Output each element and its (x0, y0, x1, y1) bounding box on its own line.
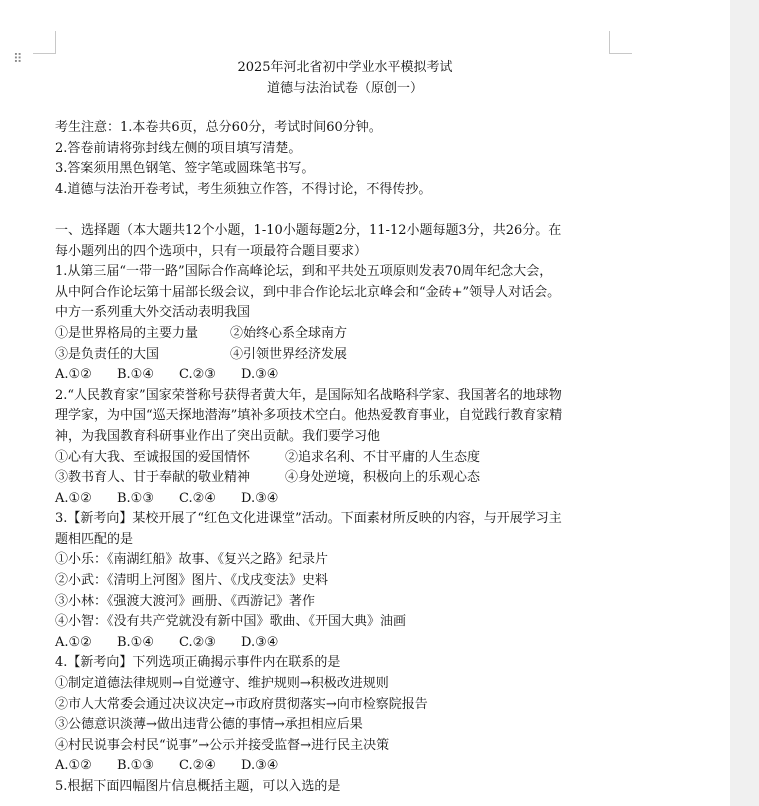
notice-line: 3.答案须用黑色钢笔、签字笔或圆珠笔书写。 (55, 161, 315, 177)
choice-c: C.②③ (179, 634, 216, 650)
choice-b: B.①④ (117, 367, 154, 383)
q1-item: ①是世界格局的主要力量 (55, 325, 199, 341)
q1-stem: 中方一系列重大外交活动表明我国 (55, 305, 251, 321)
q1-stem: 从中阿合作论坛第十届部长级会议，到中非合作论坛北京峰会和“金砖+”领导人对话会。 (55, 284, 561, 300)
q1-items-row (55, 324, 615, 345)
notice-line: 考生注意：1.本卷共6页，总分60分，考试时间60分钟。 (55, 120, 382, 135)
q4-stem: 4.【新考向】下列选项正确揭示事件内在联系的是 (55, 655, 341, 671)
q2-stem: 2.“人民教育家”国家荣誉称号获得者黄大年，是国际知名战略科学家、我国著名的地球物 (55, 387, 562, 403)
q1-choices (55, 365, 615, 386)
page-margin-corner-top-left (33, 31, 56, 54)
exam-title: 2025年河北省初中学业水平模拟考试 (237, 60, 453, 75)
q4-choices (55, 756, 615, 777)
notice-line: 2.答卷前请将弥封线左侧的项目填写清楚。 (55, 140, 302, 156)
q2-item: ①心有大我、至诚报国的爱国情怀 (55, 449, 251, 465)
q2-item: ②追求名利、不甘平庸的人生态度 (285, 449, 481, 465)
q3-item: ①小乐：《南湖红船》故事、《复兴之路》纪录片 (55, 552, 329, 568)
choice-d: D.③④ (241, 758, 279, 774)
exam-subtitle: 道德与法治试卷（原创一） (266, 81, 423, 96)
choice-b: B.①③ (117, 490, 154, 506)
q3-item: ②小武：《清明上河图》图片、《戊戌变法》史料 (55, 573, 329, 589)
q3-item: ④小智：《没有共产党就没有新中国》歌曲、《开国大典》油画 (55, 614, 407, 630)
q3-item: ③小林：《强渡大渡河》画册、《西游记》著作 (55, 593, 316, 609)
q4-item: ①制定道德法律规则→自觉遵守、维护规则→积极改进规则 (55, 676, 389, 692)
q2-choices (55, 489, 615, 510)
choice-a: A.①② (55, 634, 92, 650)
choice-b: B.①③ (117, 758, 154, 774)
section-heading: 每小题列出的四个选项中，只有一项最符合题目要求） (55, 243, 368, 259)
choice-c: C.②④ (179, 758, 216, 774)
q1-item: ④引领世界经济发展 (230, 346, 348, 362)
choice-d: D.③④ (241, 367, 279, 383)
q1-item: ③是负责任的大国 (55, 346, 160, 362)
choice-c: C.②④ (179, 490, 216, 506)
vertical-scrollbar[interactable] (730, 0, 759, 806)
q1-item: ②始终心系全球南方 (230, 325, 348, 341)
q2-items-row (55, 448, 615, 469)
choice-d: D.③④ (241, 490, 279, 506)
section-heading: 一、选择题（本大题共12个小题，1-10小题每题2分，11-12小题每题3分，共26分。在 (55, 222, 562, 238)
q1-stem: 1.从第三届“一带一路”国际合作高峰论坛，到和平共处五项原则发表70周年纪念大会， (55, 264, 553, 280)
q4-item: ④村民说事会村民“说事”→公示并接受监督→进行民主决策 (55, 737, 390, 753)
choice-b: B.①④ (117, 634, 154, 650)
choice-c: C.②③ (179, 367, 216, 383)
choice-a: A.①② (55, 367, 92, 383)
choice-d: D.③④ (241, 634, 279, 650)
notice-line: 4.道德与法治开卷考试，考生须独立作答，不得讨论，不得传抄。 (55, 181, 432, 197)
choice-a: A.①② (55, 490, 92, 506)
q3-stem: 题相匹配的是 (55, 531, 134, 547)
drag-handle-icon[interactable]: ⠿ (13, 52, 22, 67)
q2-items-row (55, 468, 615, 489)
q2-stem: 理学家，为中国“巡天探地潜海”填补多项技术空白。他热爱教育事业，自觉践行教育家精 (55, 408, 563, 424)
q2-stem: 神，为我国教育科研事业作出了突出贡献。我们要学习他 (55, 428, 381, 444)
document-body (55, 118, 615, 798)
q4-item: ②市人大常委会通过决议决定→市政府贯彻落实→向市检察院报告 (55, 696, 428, 712)
q2-item: ③教书育人、甘于奉献的敬业精神 (55, 470, 251, 486)
q3-choices (55, 633, 615, 654)
q3-stem: 3.【新考向】某校开展了“红色文化进课堂”活动。下面素材所反映的内容，与开展学习主 (55, 511, 562, 527)
q5-stem: 5.根据下面四幅图片信息概括主题，可以入选的是 (55, 779, 341, 794)
choice-a: A.①② (55, 758, 92, 774)
q4-item: ③公德意识淡薄→做出违背公德的事情→承担相应后果 (55, 717, 363, 733)
q2-item: ④身处逆境，积极向上的乐观心态 (285, 470, 481, 486)
page-margin-corner-top-right (609, 31, 632, 54)
q1-items-row (55, 345, 615, 366)
